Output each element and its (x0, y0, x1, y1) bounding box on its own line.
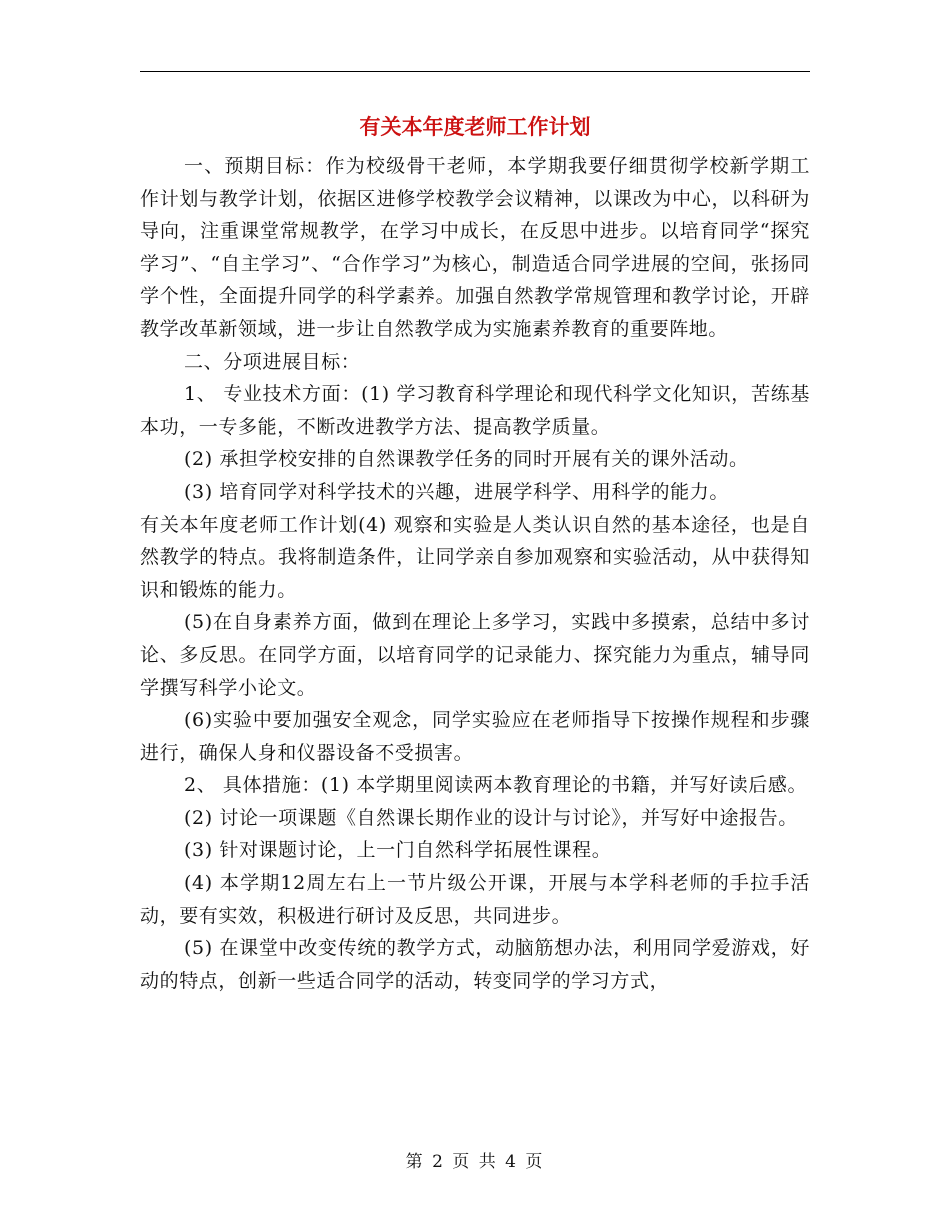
paragraph-professional-skills: 1、 专业技术方面：(1) 学习教育科学理论和现代科学文化知识，苦练基本功，一专多能，不断改进教学方法、提高教学质量。 (140, 383, 810, 438)
paragraph-measures: 2、 具体措施：(1) 本学期里阅读两本教育理论的书籍，并写好读后感。 (184, 774, 808, 797)
paragraph-item-5: (5)在自身素养方面，做到在理论上多学习，实践中多摸索，总结中多讨论、多反思。在同学方面，以培育同学的记录能力、探究能力为重点，辅导同学撰写科学小论文。 (140, 611, 810, 699)
header-rule (140, 71, 810, 72)
paragraph-item-3: (3) 培育同学对科学技术的兴趣，进展学科学、用科学的能力。 (184, 480, 729, 503)
paragraph-item-4: 有关本年度老师工作计划(4) 观察和实验是人类认识自然的基本途径，也是自然教学的特点。我将制造条件，让同学亲自参加观察和实验活动，从中获得知识和锻炼的能力。 (140, 513, 810, 601)
paragraph-goals: 一、预期目标：作为校级骨干老师，本学期我要仔细贯彻学校新学期工作计划与教学计划，依据区进修学校教学会议精神，以课改为中心，以科研为导向，注重课堂常规教学，在学习中成长，在反思中进步。以培育同学“探究学习”、“自主学习”、“合作学习”为核心，制造适合同学进展的空间，张扬同学个性，全面提升同学的科学素养。加强自然教学常规管理和教学讨论，开辟教学改革新领域，进一步让自然教学成为实施素养教育的重要阵地。 (140, 155, 810, 340)
paragraph-item-6: (6)实验中要加强安全观念，同学实验应在老师指导下按操作规程和步骤进行，确保人身和仪器设备不受损害。 (140, 709, 810, 764)
paragraph-measure-2: (2) 讨论一项课题《自然课长期作业的设计与讨论》，并写好中途报告。 (184, 806, 798, 829)
paragraph-measure-5: (5) 在课堂中改变传统的教学方式，动脑筋想办法，利用同学爱游戏，好动的特点，创新一些适合同学的活动，转变同学的学习方式， (140, 937, 810, 992)
document-body (140, 150, 810, 997)
paragraph-measure-3: (3) 针对课题讨论，上一门自然科学拓展性课程。 (184, 839, 612, 862)
paragraph-item-2: (2) 承担学校安排的自然课教学任务的同时开展有关的课外活动。 (184, 448, 749, 471)
document-title: 有关本年度老师工作计划 (359, 115, 591, 139)
paragraph-measure-4: (4) 本学期12周左右上一节片级公开课，开展与本学科老师的手拉手活动，要有实效，积极进行研讨及反思，共同进步。 (140, 872, 810, 927)
paragraph-sub-goals-heading: 二、分项进展目标： (184, 350, 361, 373)
page-number: 第 2 页 共 4 页 (405, 1152, 545, 1172)
